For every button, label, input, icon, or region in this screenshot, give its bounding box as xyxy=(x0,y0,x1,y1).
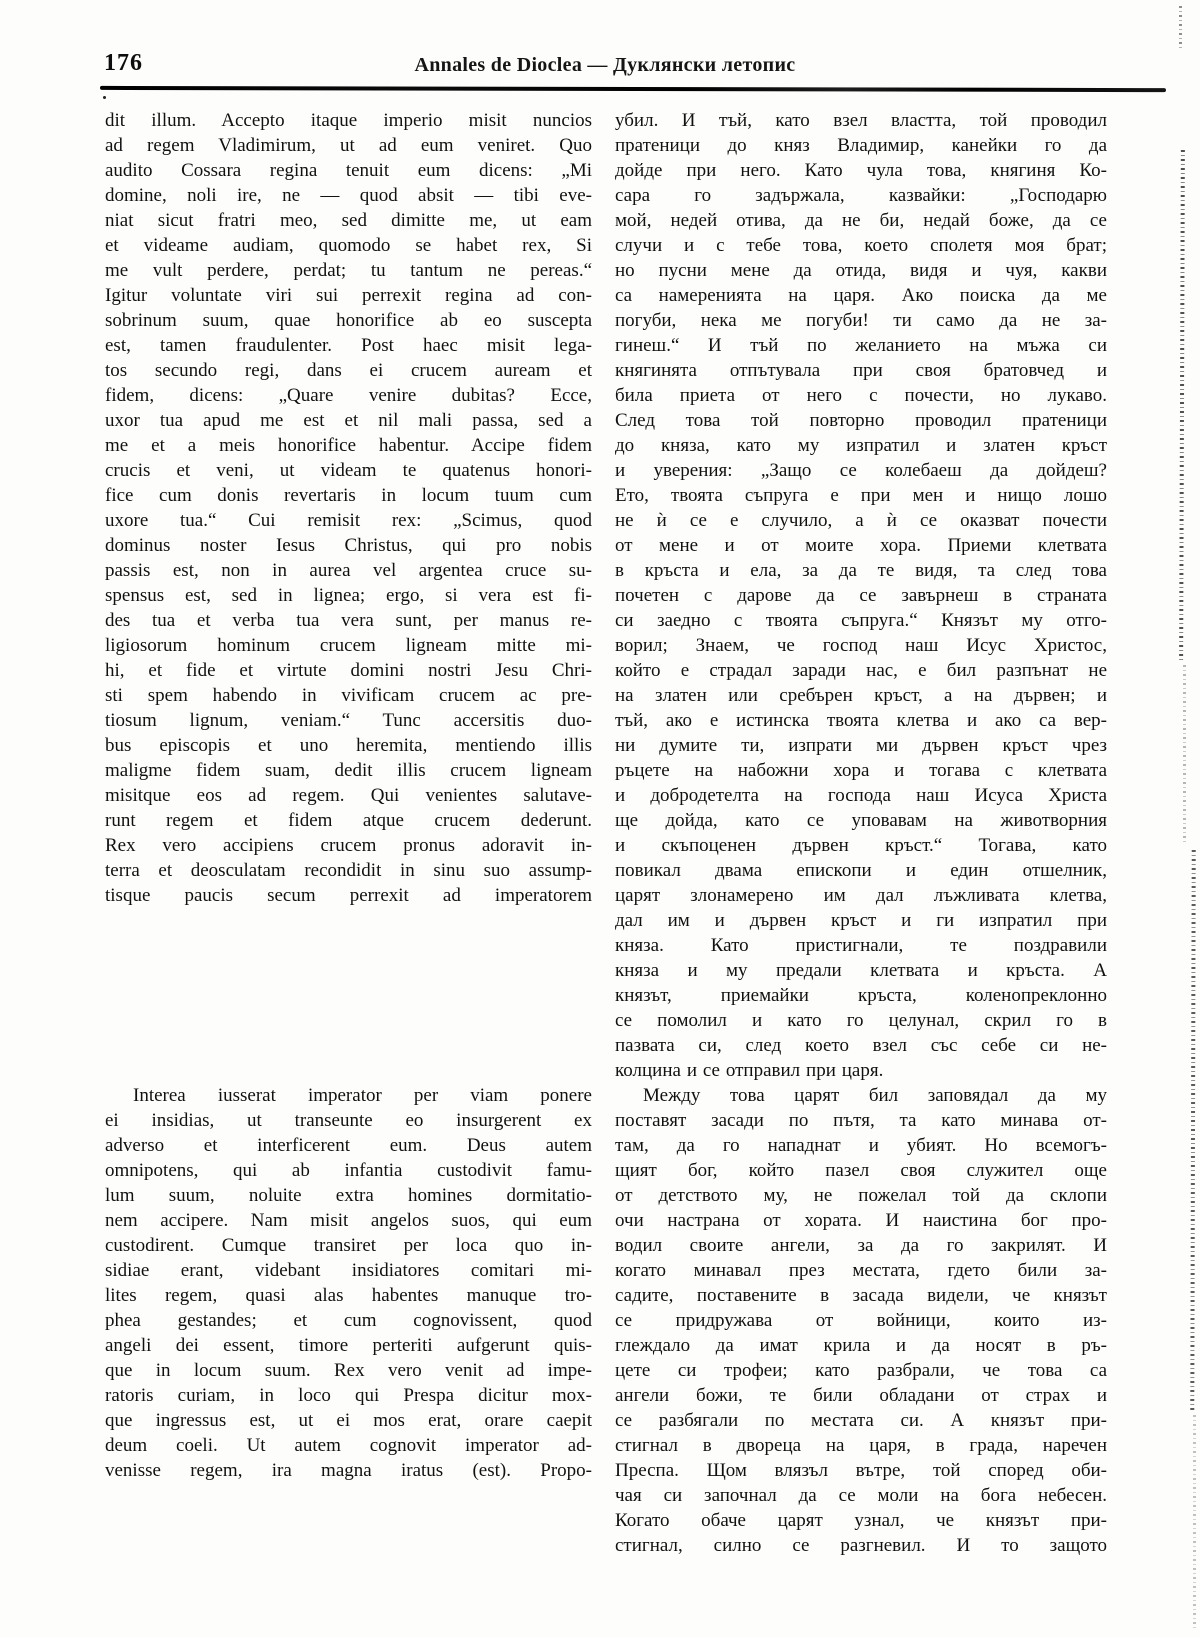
text-line: sobrinum suum, quae honorifice ab eo suscepta xyxy=(105,310,592,331)
text-line: и скъпоценен дървен кръст.“ Тогава, като xyxy=(615,835,1107,856)
text-line: lites regem, quasi alas habentes manuque tro- xyxy=(105,1285,592,1306)
text-line: me vult perdere, perdat; tu tantum ne pereas.“ xyxy=(105,260,592,281)
latin-text-column xyxy=(105,108,592,1558)
text-line: terra et deosculatam recondidit in sinu suo assump- xyxy=(105,860,592,881)
text-line: sidiae erant, videbant insidiatores comitari mi- xyxy=(105,1260,592,1281)
text-line: tisque paucis secum perrexit ad imperatorem xyxy=(105,885,592,906)
text-columns xyxy=(105,108,1107,1558)
text-line: глеждало да имат крила и да носят в ръ- xyxy=(615,1335,1107,1356)
text-line: ворил; Знаем, че господ наш Исус Христос, xyxy=(615,635,1107,656)
text-line: crucis et veni, ut videam te quatenus honori- xyxy=(105,460,592,481)
text-line: ангели божи, те били обладани от страх и xyxy=(615,1385,1107,1406)
text-line: се придружава от войници, които из- xyxy=(615,1310,1107,1331)
text-line: custodirent. Cumque transiret per loca quo in- xyxy=(105,1235,592,1256)
text-line: от мене и от моите хора. Приеми клетвата xyxy=(615,535,1107,556)
text-line: nem accipere. Nam misit angelos suos, qui eum xyxy=(105,1210,592,1231)
ink-speck xyxy=(103,96,106,99)
scan-artifact-streak xyxy=(1190,850,1195,1410)
text-line: повикал двама епископи и един отшелник, xyxy=(615,860,1107,881)
text-line: поставят засади по пътя, та като минава от- xyxy=(615,1110,1107,1131)
text-line: гинеш.“ И тъй по желанието на мъжа си xyxy=(615,335,1107,356)
text-line: се помолил и като го целунал, скрил го в xyxy=(615,1010,1107,1031)
text-line: me et a meis honorifice habentur. Accipe fidem xyxy=(105,435,592,456)
text-line: spensus est, sed in lignea; ergo, si vera est fi- xyxy=(105,585,592,606)
text-line: но пусни мене да отида, видя и чуя, какви xyxy=(615,260,1107,281)
text-line: Igitur voluntate viri sui perrexit regina ad con- xyxy=(105,285,592,306)
scan-artifact-streak xyxy=(1179,6,1182,48)
text-line: Когато обаче царят узнал, че князът при- xyxy=(615,1510,1107,1531)
text-line: мой, недей отива, да не би, недай боже, да се xyxy=(615,210,1107,231)
paragraph xyxy=(105,1083,592,1483)
text-line: dit illum. Accepto itaque imperio misit nuncios xyxy=(105,110,592,131)
text-line: que ingressus est, ut ei mos erat, orare caepit xyxy=(105,1410,592,1431)
text-line: След това той повторно проводил пратеници xyxy=(615,410,1107,431)
text-line: очи настрана от хората. И наистина бог про- xyxy=(615,1210,1107,1231)
text-line: passis est, non in aurea vel argentea cruce su- xyxy=(105,560,592,581)
text-line: runt regem et fidem atque crucem dederunt. xyxy=(105,810,592,831)
text-line: misitque eos ad regem. Qui venientes salutave- xyxy=(105,785,592,806)
scan-artifact-streak xyxy=(1179,150,1185,660)
scan-artifact-streak xyxy=(1183,665,1186,845)
text-line: са намеренията на царя. Ако поиска да ме xyxy=(615,285,1107,306)
text-line: случи и с тебе това, което сполетя моя брат; xyxy=(615,235,1107,256)
text-line: си заедно с твоята съпруга.“ Князът му отго- xyxy=(615,610,1107,631)
text-line: fice cum donis revertaris in locum tuum cum xyxy=(105,485,592,506)
paragraph xyxy=(615,1083,1107,1558)
text-line: водил своите ангели, за да го закрилят. И xyxy=(615,1235,1107,1256)
text-line: que in locum suum. Rex vero venit ad impe- xyxy=(105,1360,592,1381)
text-line: стигнал, силно се разгневил. И то защото xyxy=(615,1535,1107,1556)
text-line: sti spem habendo in vivificam crucem ac pre- xyxy=(105,685,592,706)
text-line: domine, noli ire, ne — quod absit — tibi eve- xyxy=(105,185,592,206)
text-line: тъй, ако е истинска твоята клетва и ако са вер- xyxy=(615,710,1107,731)
text-line: des tua et verba tua vera sunt, per manus re- xyxy=(105,610,592,631)
text-line: ligiosorum hominum crucem ligneam mitte mi- xyxy=(105,635,592,656)
text-line: ръцете на набожни хора и тогава с клетвата xyxy=(615,760,1107,781)
text-line: tos secundo regi, dans ei crucem auream et xyxy=(105,360,592,381)
header-rule xyxy=(100,86,1166,92)
text-line: до княза, като му изпратил и златен кръст xyxy=(615,435,1107,456)
text-line: fidem, dicens: „Quare venire dubitas? Ecce, xyxy=(105,385,592,406)
text-line: angeli dei essent, timore perteriti aufgerunt quis- xyxy=(105,1335,592,1356)
text-line: lum suum, noluite extra homines dormitatio- xyxy=(105,1185,592,1206)
text-line: почетен с дарове да се завърнеш в страната xyxy=(615,585,1107,606)
text-line: когато минавал през местата, гдето били за- xyxy=(615,1260,1107,1281)
text-line: Ето, твоята съпруга е при мен и нищо лошо xyxy=(615,485,1107,506)
text-line: phea gestandes; et cum cognovissent, quod xyxy=(105,1310,592,1331)
text-line: на златен или сребърен кръст, а на дървен; и xyxy=(615,685,1107,706)
text-line: hi, et fide et virtute domini nostri Jesu Chri- xyxy=(105,660,592,681)
text-line: ни думите ти, изпрати ми дървен кръст чрез xyxy=(615,735,1107,756)
text-line: et videame audiam, quomodo se habet rex, Si xyxy=(105,235,592,256)
text-line: князът, приемайки кръста, коленопреклонно xyxy=(615,985,1107,1006)
page-number: 176 xyxy=(104,50,143,76)
text-line: Rex vero accipiens crucem pronus adoravit in- xyxy=(105,835,592,856)
text-line: погуби, нека ме погуби! ти само да не за- xyxy=(615,310,1107,331)
text-line: venisse regem, ira magna iratus (est). Propo- xyxy=(105,1460,592,1481)
text-line: убил. И тъй, като взел властта, той проводил xyxy=(615,110,1107,131)
text-line: дойде при него. Като чула това, княгиня Ко- xyxy=(615,160,1107,181)
text-line: tiosum lignum, veniam.“ Tunc accersitis duo- xyxy=(105,710,592,731)
text-line: в кръста и ела, за да те видя, та след това xyxy=(615,560,1107,581)
text-line: дал им и дървен кръст и ги изпратил при xyxy=(615,910,1107,931)
text-line: niat sicut fratri meo, sed dimitte me, ut eam xyxy=(105,210,592,231)
text-line: сара го задържала, казвайки: „Господарю xyxy=(615,185,1107,206)
text-line: била приета от него с почести, но лукаво. xyxy=(615,385,1107,406)
text-line: deum coeli. Ut autem cognovit imperator ad- xyxy=(105,1435,592,1456)
text-line: Interea iusserat imperator per viam ponere xyxy=(133,1085,592,1106)
text-line: bus episcopis et uno heremita, mentiendo illis xyxy=(105,735,592,756)
text-line: щият бог, който пазел своя служител още xyxy=(615,1160,1107,1181)
text-line: adverso et interficerent eum. Deus autem xyxy=(105,1135,592,1156)
text-line: царят злонамерено им дал лъжливата клетва, xyxy=(615,885,1107,906)
text-line: стигнал в двореца на царя, в града, наречен xyxy=(615,1435,1107,1456)
text-line: est, tamen fraudulenter. Post haec misit lega- xyxy=(105,335,592,356)
text-line: uxore tua.“ Cui remisit rex: „Scimus, quod xyxy=(105,510,592,531)
text-line: пазвата си, след което взел със себе си не- xyxy=(615,1035,1107,1056)
text-line: Преспа. Щом влязъл вътре, той според оби- xyxy=(615,1460,1107,1481)
text-line: цете си трофеи; като разбрали, че това са xyxy=(615,1360,1107,1381)
text-line: maligme fidem suam, dedit illis crucem ligneam xyxy=(105,760,592,781)
text-line: чая си започнал да се моли на бога небесен. xyxy=(615,1485,1107,1506)
text-line: uxor tua apud me est et nil mali passa, sed a xyxy=(105,410,592,431)
text-line: omnipotens, qui ab infantia custodivit famu- xyxy=(105,1160,592,1181)
bulgarian-text-column xyxy=(615,108,1107,1558)
text-line: се разбягали по местата си. А князът при- xyxy=(615,1410,1107,1431)
text-line: който е страдал заради нас, е бил разпънат не xyxy=(615,660,1107,681)
text-line: dominus noster Iesus Christus, qui pro nobis xyxy=(105,535,592,556)
paragraph xyxy=(615,108,1107,1083)
text-line: колцина и се отправил при царя. xyxy=(615,1060,884,1081)
text-line: и уверения: „Защо се колебаеш да дойдеш? xyxy=(615,460,1107,481)
scan-artifact-streak xyxy=(1193,1415,1196,1630)
text-line: пратеници до княз Владимир, канейки го да xyxy=(615,135,1107,156)
text-line: и добродетелта на господа наш Исуса Христа xyxy=(615,785,1107,806)
text-line: садите, поставените в засада видели, че князът xyxy=(615,1285,1107,1306)
text-line: ei insidias, ut transeunte eo insurgerent ex xyxy=(105,1110,592,1131)
text-line: ratoris curiam, in loco qui Prespa dicitur mox- xyxy=(105,1385,592,1406)
text-line: audito Cossara regina tenuit eum dicens: „Mi xyxy=(105,160,592,181)
text-line: княгинята отпътувала при своя братовчед и xyxy=(615,360,1107,381)
text-line: не ѝ се е случило, а ѝ се оказват почести xyxy=(615,510,1107,531)
text-line: от детството му, не пожелал той да склопи xyxy=(615,1185,1107,1206)
text-line: ad regem Vladimirum, ut ad eum veniret. Quo xyxy=(105,135,592,156)
text-line: княза. Като пристигнали, те поздравили xyxy=(615,935,1107,956)
running-header-title: Annales de Dioclea — Дуклянски летопис xyxy=(414,54,796,76)
text-line: Между това царят бил заповядал да му xyxy=(643,1085,1107,1106)
text-line: там, да го нападнат и убият. Но всемогъ- xyxy=(615,1135,1107,1156)
text-line: княза и му предали клетвата и кръста. А xyxy=(615,960,1107,981)
text-line: ще дойда, като се уповавам на животворния xyxy=(615,810,1107,831)
paragraph xyxy=(105,108,592,908)
